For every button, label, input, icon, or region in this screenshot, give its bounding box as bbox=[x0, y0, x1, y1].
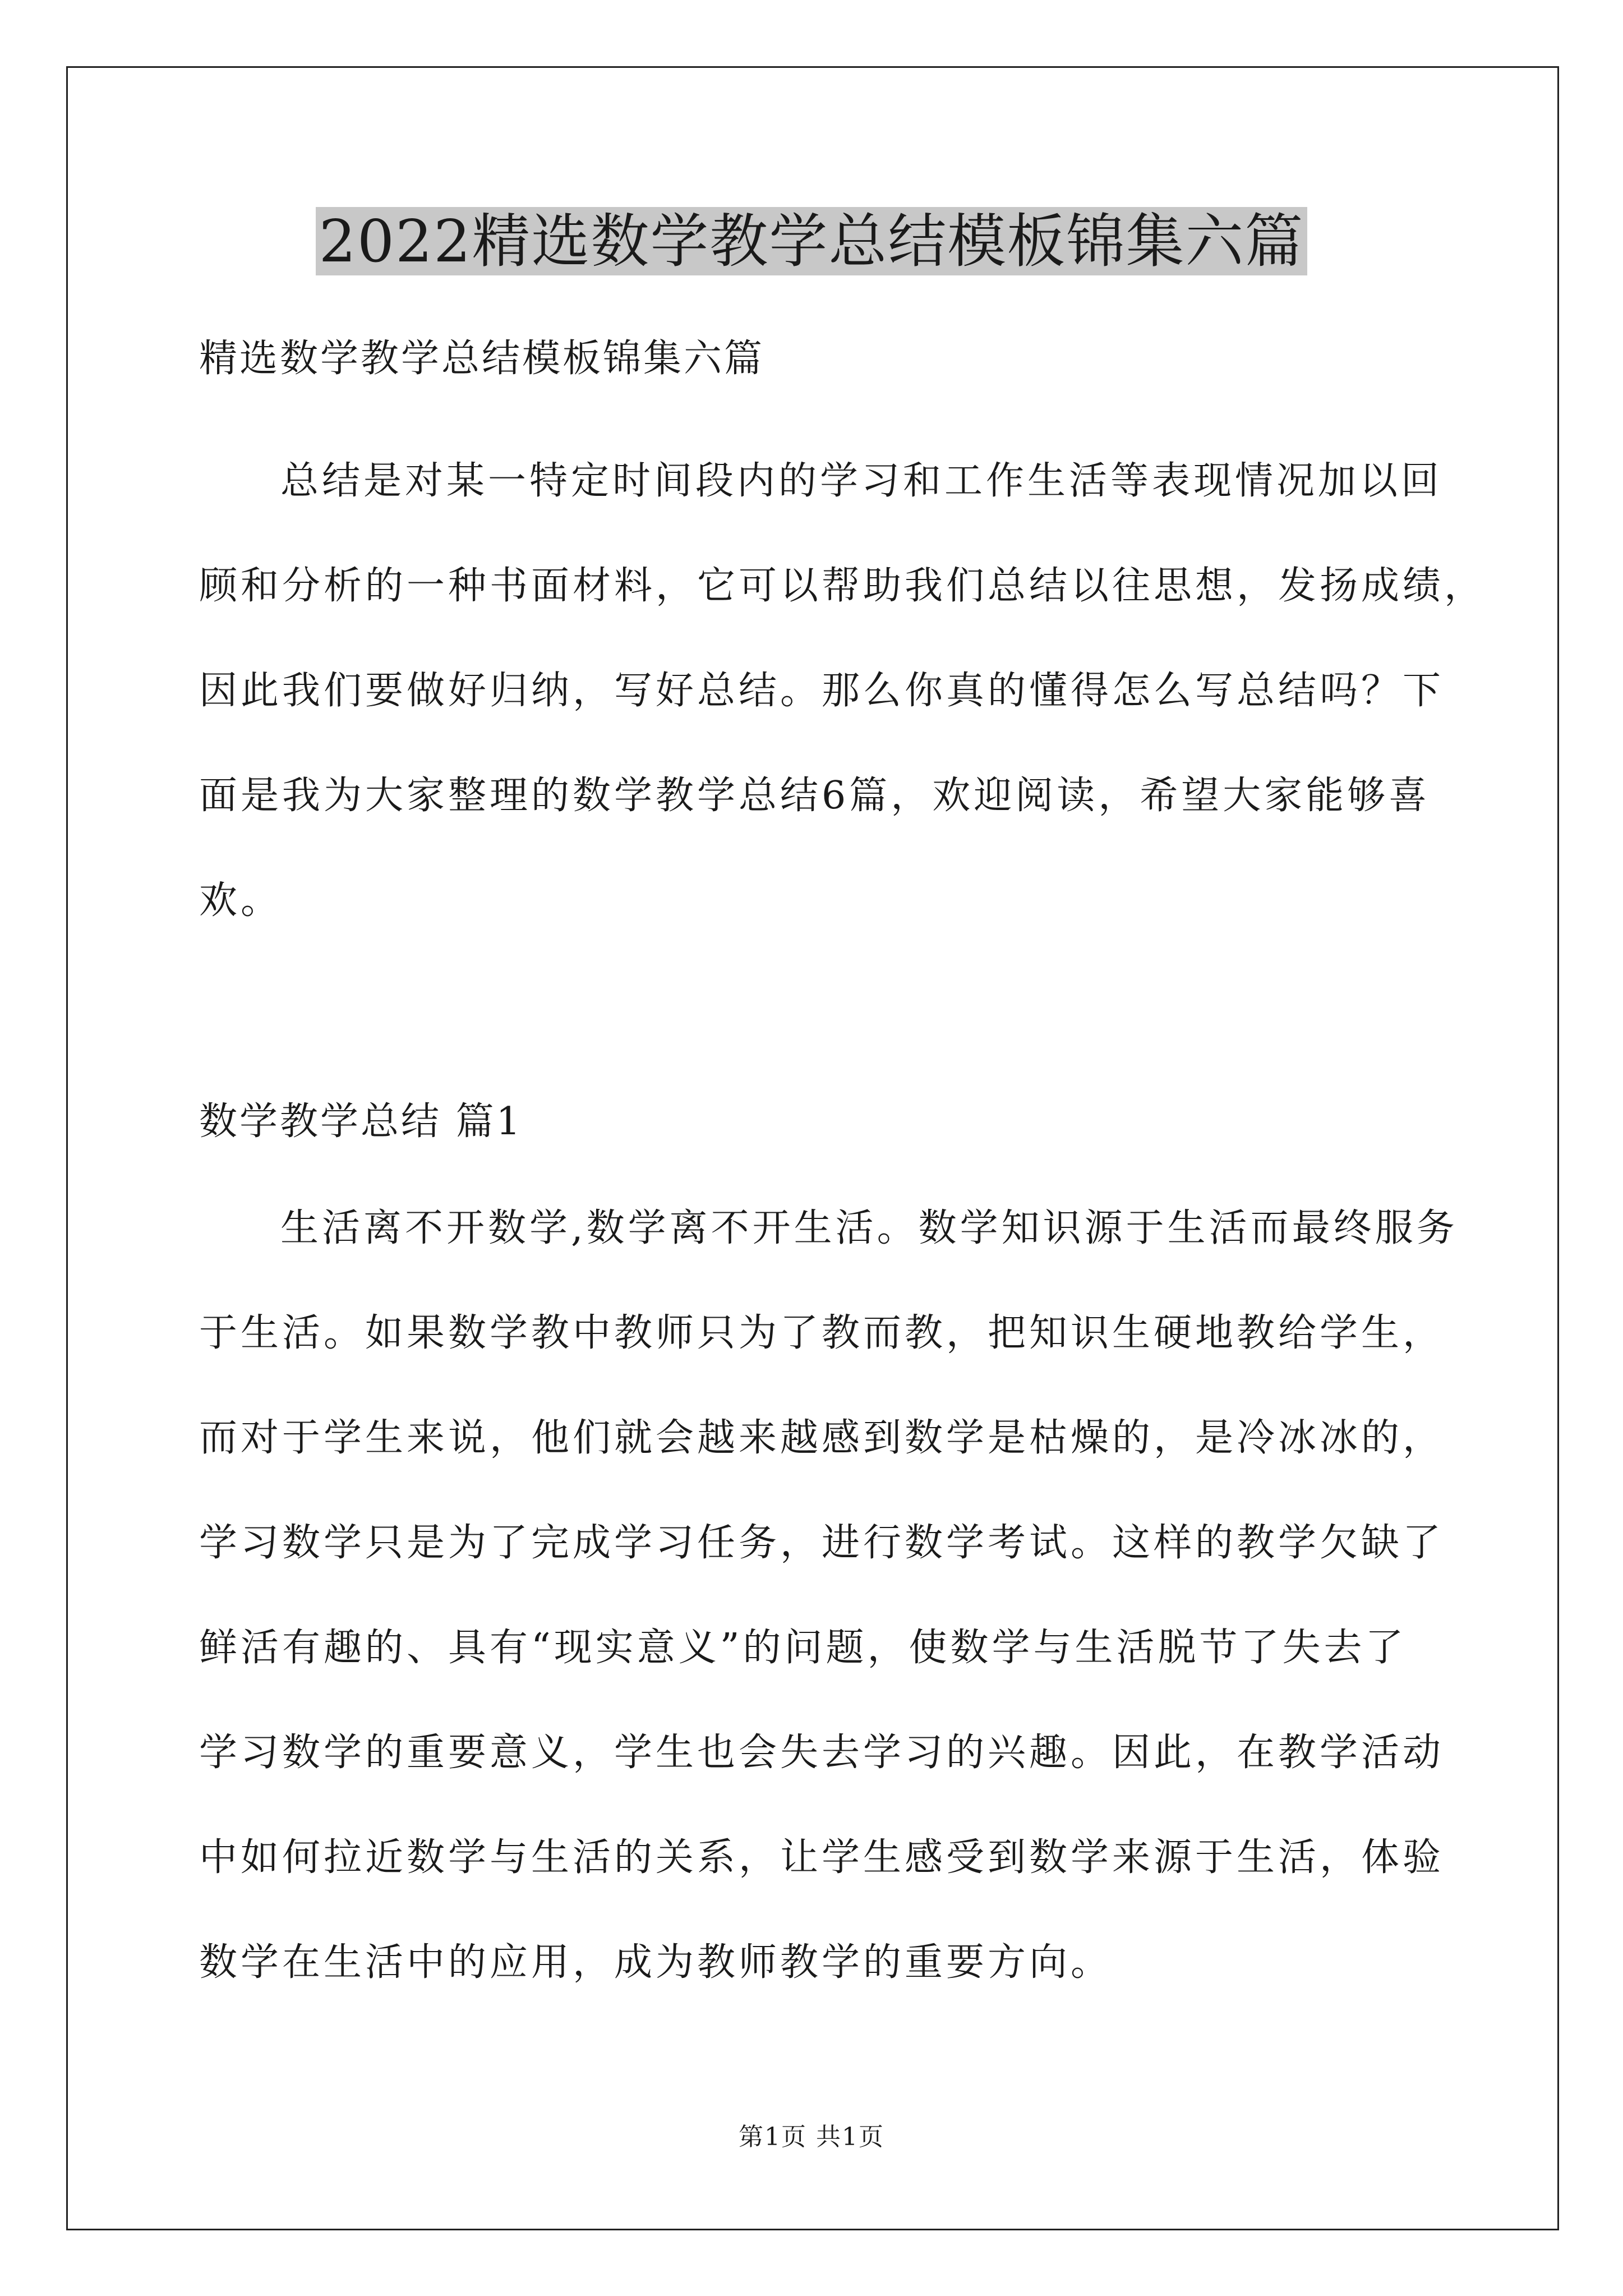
section-1-line-7: 中如何拉近数学与生活的关系，让学生感受到数学来源于生活，体验 bbox=[199, 1835, 1445, 1880]
section-1-line-1: 生活离不开数学,数学离不开生活。数学知识源于生活而最终服务 bbox=[280, 1206, 1458, 1250]
page-footer: 第1页 共1页 bbox=[739, 2123, 884, 2151]
section-1-line-8: 数学在生活中的应用，成为教师教学的重要方向。 bbox=[199, 1940, 1113, 1985]
section-1-line-2: 于生活。如果数学教中教师只为了教而教，把知识生硬地教给学生， bbox=[199, 1311, 1445, 1355]
section-1-line-6: 学习数学的重要意义，学生也会失去学习的兴趣。因此，在教学活动 bbox=[199, 1731, 1445, 1775]
section-1-line-5: 鲜活有趣的、具有“现实意义”的问题，使数学与生活脱节了失去了 bbox=[199, 1626, 1407, 1670]
intro-line-3: 因此我们要做好归纳，写好总结。那么你真的懂得怎么写总结吗？下 bbox=[199, 669, 1445, 713]
section-1-heading: 数学教学总结 篇1 bbox=[199, 1099, 523, 1144]
section-1-line-3: 而对于学生来说，他们就会越来越感到数学是枯燥的，是冷冰冰的， bbox=[199, 1416, 1445, 1460]
page-border bbox=[66, 66, 1559, 2230]
section-1-line-4: 学习数学只是为了完成学习任务，进行数学考试。这样的教学欠缺了 bbox=[199, 1521, 1445, 1565]
document-title bbox=[0, 202, 1623, 280]
document-title-text: 2022精选数学教学总结模板锦集六篇 bbox=[316, 207, 1308, 275]
intro-line-4: 面是我为大家整理的数学教学总结6篇，欢迎阅读，希望大家能够喜 bbox=[199, 774, 1431, 818]
document-subtitle: 精选数学教学总结模板锦集六篇 bbox=[199, 337, 765, 381]
intro-line-2: 顾和分析的一种书面材料，它可以帮助我们总结以往思想，发扬成绩， bbox=[199, 564, 1486, 608]
intro-line-1: 总结是对某一特定时间段内的学习和工作生活等表现情况加以回 bbox=[280, 459, 1443, 503]
intro-line-5: 欢。 bbox=[199, 878, 283, 923]
